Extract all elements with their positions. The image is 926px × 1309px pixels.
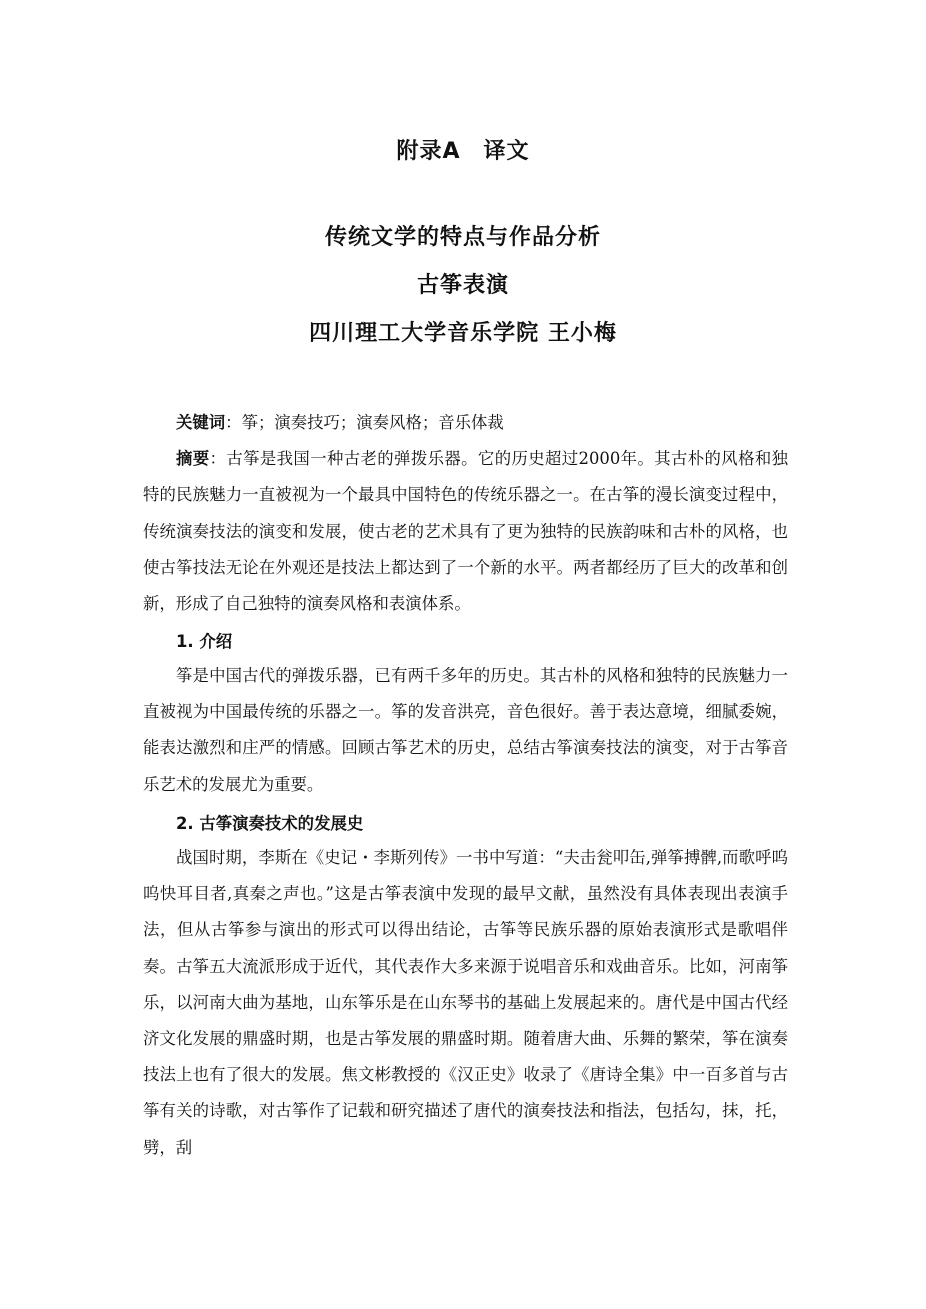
section-heading-history: 2. 古筝演奏技术的发展史 [176, 814, 364, 833]
keywords-separator: ： [225, 413, 242, 432]
section-body-history [143, 840, 788, 1166]
front-matter [143, 405, 788, 622]
keywords-paragraph [143, 405, 788, 441]
abstract-text: 古筝是我国一种古老的弹拨乐器。它的历史超过2000年。其古朴的风格和独特的民族魅力一直被视为一个最具中国特色的传统乐器之一。在古筝的漫长演变过程中，传统演奏技法的演变和发展，使古老的艺术具有了更为独特的民族韵味和古朴的风格，也使古筝技法无论在外观还是技法上都达到了一个新的水平。两者都经历了巨大的改革和创新，形成了自己独特的演奏风格和表演体系。 [143, 449, 789, 614]
abstract-separator: ： [209, 449, 227, 469]
keywords-label: 关键词 [176, 413, 226, 432]
section-heading-introduction: 1. 介绍 [176, 632, 233, 651]
section-body-introduction [143, 658, 788, 803]
paragraph: 筝是中国古代的弹拨乐器，已有两千多年的历史。其古朴的风格和独特的民族魅力一直被视为中国最传统的乐器之一。筝的发音洪亮，音色很好。善于表达意境，细腻委婉，能表达激烈和庄严的情感。回顾古筝艺术的历史，总结古筝演奏技法的演变，对于古筝音乐艺术的发展尤为重要。 [143, 666, 788, 794]
paragraph: 战国时期，李斯在《史记・李斯列传》一书中写道：“夫击瓮叩缶,弹筝搏髀,而歌呼呜呜快耳目者,真秦之声也。”这是古筝表演中发现的最早文献，虽然没有具体表现出表演手法，但从古筝参与演出的形式可以得出结论，古筝等民族乐器的原始表演形式是歌唱伴奏。古筝五大流派形成于近代，其代表作大多来源于说唱音乐和戏曲音乐。比如，河南筝乐，以河南大曲为基地，山东筝乐是在山东琴书的基础上发展起来的。唐代是中国古代经济文化发展的鼎盛时期，也是古筝发展的鼎盛时期。随着唐大曲、乐舞的繁荣，筝在演奏技法上也有了很大的发展。焦文彬教授的《汉正史》收录了《唐诗全集》中一百多首与古筝有关的诗歌，对古筝作了记载和研究描述了唐代的演奏技法和指法，包括勾，抹，托，劈，刮 [143, 848, 788, 1157]
abstract-label: 摘要 [176, 449, 210, 469]
subject-line: 古筝表演 [416, 273, 509, 298]
appendix-title: 附录A 译文 [396, 139, 530, 164]
abstract-paragraph [143, 441, 788, 622]
paper-title: 传统文学的特点与作品分析 [324, 225, 601, 250]
keywords-text: 筝；演奏技巧；演奏风格；音乐体裁 [241, 413, 504, 432]
author-line: 四川理工大学音乐学院 王小梅 [309, 321, 617, 346]
